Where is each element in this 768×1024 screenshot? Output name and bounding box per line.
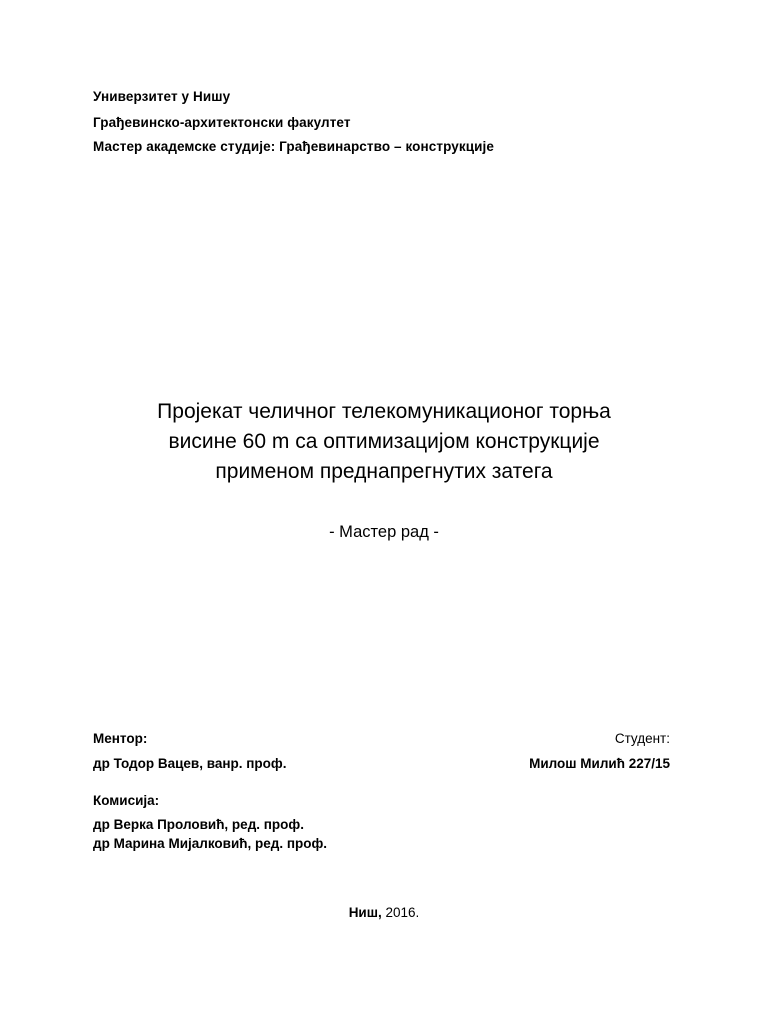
thesis-title-line: висине 60 m са оптимизацијом конструкције <box>168 430 600 453</box>
student-label: Студент: <box>614 731 670 746</box>
mentor-label: Ментор: <box>93 731 148 746</box>
mentor-name: др Тодор Вацев, ванр. проф. <box>93 756 287 771</box>
faculty-name: Грађевинско-архитектонски факултет <box>93 115 351 130</box>
place-and-date <box>0 905 768 920</box>
student-name: Милош Милић 227/15 <box>529 756 670 771</box>
thesis-title-line: применом преднапрегнутих затега <box>215 460 553 483</box>
thesis-type: - Мастер рад - <box>329 523 439 541</box>
university-name: Универзитет у Нишу <box>93 89 231 104</box>
commission-member: др Марина Мијалковић, ред. проф. <box>93 836 328 851</box>
thesis-title <box>0 397 768 487</box>
city-name: Ниш, <box>348 905 382 920</box>
year: 2016. <box>381 905 420 920</box>
commission-member: др Верка Проловић, ред. проф. <box>93 817 304 832</box>
thesis-title-line: Пројекат челичног телекомуникационог торња <box>157 400 611 423</box>
commission-label: Комисија: <box>93 793 160 808</box>
study-program: Мастер академске студије: Грађевинарство – конструкције <box>93 139 494 154</box>
